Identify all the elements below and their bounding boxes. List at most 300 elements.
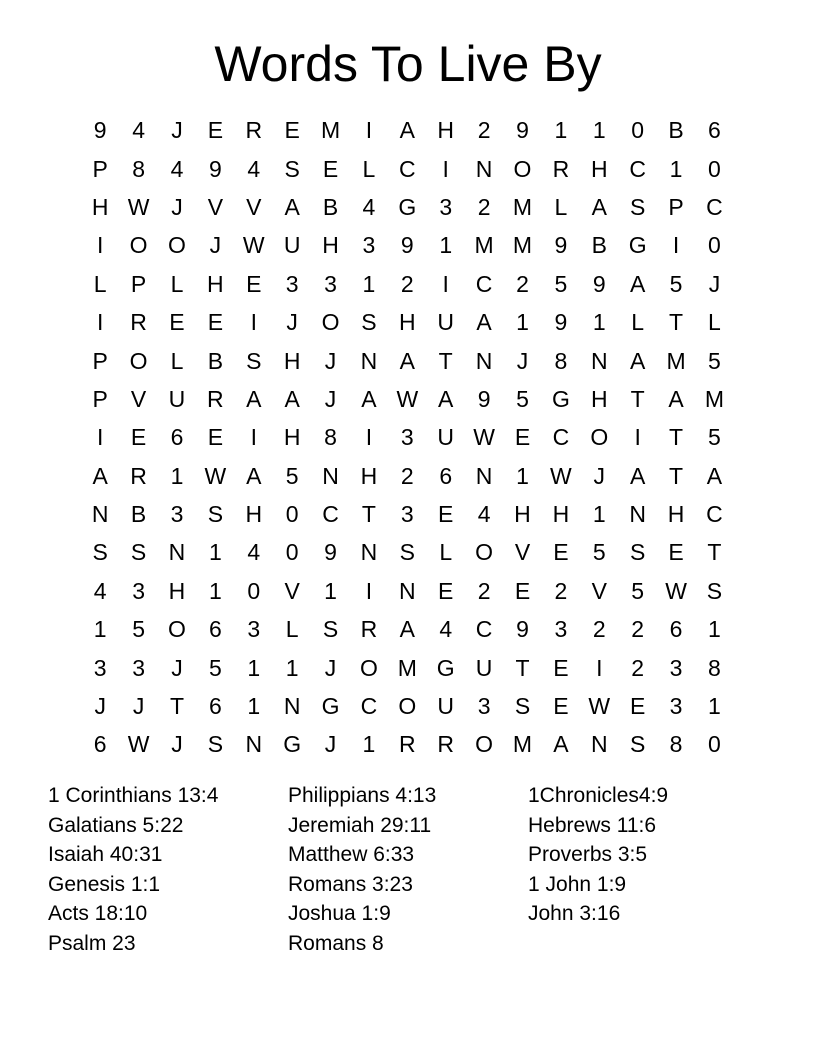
grid-letter: 9 — [208, 155, 222, 182]
grid-letter: J — [708, 270, 721, 297]
grid-letter: G — [551, 385, 570, 412]
grid-letter: 1 — [439, 232, 453, 259]
grid-row — [81, 725, 734, 763]
grid-letter: 2 — [516, 270, 529, 297]
grid-letter: M — [512, 193, 533, 220]
grid-letter: E — [514, 577, 531, 604]
grid-letter: R — [130, 462, 147, 489]
grid-letter: O — [513, 155, 532, 182]
grid-letter: 5 — [208, 654, 222, 681]
grid-letter: W — [588, 693, 611, 720]
grid-letter: M — [512, 731, 533, 758]
grid-letter: J — [286, 309, 298, 336]
grid-letter: H — [552, 501, 570, 528]
grid-letter: 1 — [669, 155, 683, 182]
grid-letter: I — [596, 654, 603, 681]
grid-letter: H — [207, 270, 224, 297]
grid-letter: S — [130, 539, 147, 566]
grid-letter: J — [324, 731, 337, 758]
grid-letter: 0 — [285, 501, 299, 528]
grid-letter: 2 — [554, 577, 568, 604]
grid-row — [81, 687, 734, 725]
grid-letter: P — [92, 347, 108, 374]
grid-letter: 2 — [631, 616, 645, 643]
word-list-item: Isaiah 40:31 — [48, 843, 163, 867]
grid-letter: 8 — [708, 654, 721, 681]
grid-letter: I — [97, 424, 104, 451]
grid-letter: P — [668, 193, 684, 220]
grid-letter: H — [245, 501, 263, 528]
grid-letter: 2 — [477, 193, 491, 220]
grid-letter: E — [322, 155, 339, 182]
grid-row — [81, 572, 734, 610]
grid-letter: O — [359, 654, 378, 681]
grid-letter: 1 — [592, 501, 606, 528]
grid-letter: A — [361, 385, 377, 412]
grid-letter: 3 — [324, 270, 337, 297]
grid-letter: 3 — [93, 654, 107, 681]
grid-letter: W — [204, 462, 227, 489]
grid-letter: H — [437, 117, 455, 144]
grid-letter: L — [554, 193, 568, 220]
grid-letter: N — [590, 731, 608, 758]
grid-letter: I — [97, 309, 104, 336]
grid-letter: A — [246, 385, 262, 412]
grid-letter: 3 — [439, 193, 453, 220]
grid-letter: J — [171, 654, 183, 681]
grid-letter: 6 — [669, 616, 683, 643]
grid-letter: S — [207, 731, 224, 758]
grid-letter: A — [399, 347, 415, 374]
grid-letter: S — [514, 693, 531, 720]
grid-letter: H — [590, 155, 608, 182]
grid-letter: N — [475, 347, 493, 374]
grid-letter: A — [706, 462, 723, 489]
grid-letter: G — [321, 693, 340, 720]
grid-letter: P — [92, 385, 108, 412]
grid-letter: J — [324, 347, 337, 374]
grid-letter: 5 — [132, 616, 145, 643]
grid-letter: E — [207, 424, 224, 451]
grid-letter: 4 — [170, 155, 184, 182]
grid-letter: E — [438, 577, 454, 604]
grid-letter: L — [93, 270, 107, 297]
word-list-item: Acts 18:10 — [48, 902, 148, 926]
grid-row — [81, 149, 734, 187]
grid-letter: 0 — [708, 731, 721, 758]
word-list-item: Psalm 23 — [48, 931, 136, 955]
word-list-item: Matthew 6:33 — [288, 843, 415, 867]
grid-letter: R — [399, 731, 416, 758]
grid-letter: G — [398, 193, 417, 220]
grid-letter: J — [171, 731, 183, 758]
grid-letter: V — [284, 577, 300, 604]
grid-letter: 0 — [247, 577, 261, 604]
grid-letter: A — [553, 731, 569, 758]
grid-letter: E — [207, 117, 224, 144]
grid-letter: W — [665, 577, 687, 604]
grid-letter: L — [631, 309, 645, 336]
grid-letter: I — [442, 155, 449, 182]
grid-letter: H — [667, 501, 685, 528]
grid-letter: L — [708, 309, 721, 336]
word-list-item: Hebrews 11:6 — [528, 813, 657, 837]
grid-letter: 1 — [554, 117, 568, 144]
grid-letter: 1 — [708, 616, 721, 643]
grid-row — [81, 188, 734, 226]
grid-letter: 6 — [170, 424, 184, 451]
grid-letter: 1 — [208, 577, 222, 604]
grid-letter: 1 — [516, 462, 529, 489]
grid-letter: 6 — [439, 462, 453, 489]
grid-letter: S — [322, 616, 339, 643]
grid-letter: B — [322, 193, 339, 220]
grid-letter: W — [127, 193, 150, 220]
grid-letter: 3 — [247, 616, 261, 643]
word-list-item: Romans 8 — [288, 931, 384, 955]
grid-letter: H — [360, 462, 378, 489]
grid-letter: B — [591, 232, 607, 259]
grid-letter: H — [514, 501, 531, 528]
grid-letter: 3 — [669, 654, 683, 681]
grid-letter: 6 — [208, 616, 222, 643]
grid-letter: N — [360, 539, 378, 566]
grid-letter: H — [322, 232, 339, 259]
word-list-item: Jeremiah 29:11 — [288, 813, 432, 837]
grid-letter: 9 — [516, 117, 529, 144]
grid-letter: 2 — [477, 117, 491, 144]
grid-letter: V — [591, 577, 607, 604]
grid-letter: T — [630, 385, 645, 412]
grid-row — [81, 111, 734, 149]
grid-letter: J — [171, 117, 183, 144]
grid-letter: 4 — [362, 193, 376, 220]
grid-letter: S — [629, 193, 646, 220]
grid-letter: R — [360, 616, 378, 643]
grid-letter: C — [629, 155, 646, 182]
grid-letter: T — [669, 462, 684, 489]
grid-letter: N — [475, 155, 493, 182]
grid-letter: 1 — [362, 270, 376, 297]
grid-letter: R — [207, 385, 224, 412]
grid-letter: A — [476, 309, 492, 336]
grid-letter: M — [474, 232, 494, 259]
grid-letter: U — [283, 232, 301, 259]
grid-letter: N — [399, 577, 416, 604]
grid-row — [81, 226, 734, 264]
grid-letter: H — [399, 309, 416, 336]
word-list-item: 1Chronicles4:9 — [528, 784, 669, 807]
grid-letter: 9 — [93, 117, 107, 144]
grid-letter: 1 — [170, 462, 184, 489]
grid-letter: 3 — [669, 693, 683, 720]
grid-letter: 2 — [631, 654, 645, 681]
grid-letter: O — [129, 347, 148, 374]
grid-letter: A — [246, 462, 262, 489]
grid-letter: A — [438, 385, 454, 412]
grid-letter: O — [475, 539, 494, 566]
grid-letter: A — [629, 270, 646, 297]
grid-letter: T — [669, 424, 684, 451]
grid-letter: A — [284, 385, 300, 412]
grid-letter: 3 — [400, 501, 414, 528]
grid-letter: 6 — [93, 731, 107, 758]
grid-letter: 5 — [516, 385, 529, 412]
grid-letter: 9 — [400, 232, 414, 259]
grid-letter: 5 — [669, 270, 683, 297]
grid-letter: I — [365, 117, 373, 144]
grid-letter: 5 — [592, 539, 606, 566]
grid-letter: C — [399, 155, 416, 182]
grid-letter: J — [171, 193, 183, 220]
grid-letter: 3 — [132, 577, 145, 604]
grid-letter: E — [629, 693, 646, 720]
grid-letter: I — [365, 424, 373, 451]
grid-letter: U — [437, 424, 455, 451]
grid-letter: O — [321, 309, 340, 336]
grid-letter: 1 — [324, 577, 337, 604]
grid-letter: E — [130, 424, 147, 451]
grid-letter: 4 — [132, 117, 145, 144]
grid-letter: 5 — [554, 270, 568, 297]
grid-letter: 6 — [708, 117, 721, 144]
grid-letter: M — [666, 347, 686, 374]
grid-letter: V — [246, 193, 262, 220]
grid-letter: 4 — [477, 501, 491, 528]
grid-letter: I — [442, 270, 449, 297]
grid-letter: S — [629, 539, 646, 566]
grid-letter: J — [132, 693, 145, 720]
word-list-item: Romans 3:23 — [288, 872, 413, 896]
grid-letter: 6 — [208, 693, 222, 720]
grid-letter: R — [130, 309, 147, 336]
grid-letter: 4 — [93, 577, 107, 604]
grid-letter: B — [130, 501, 147, 528]
grid-letter: N — [91, 501, 109, 528]
grid-letter: M — [704, 385, 725, 412]
word-list-item: John 3:16 — [528, 902, 621, 926]
grid-letter: E — [169, 309, 185, 336]
grid-letter: N — [475, 462, 493, 489]
grid-letter: O — [168, 232, 186, 259]
grid-letter: L — [170, 347, 184, 374]
grid-letter: 3 — [285, 270, 299, 297]
grid-letter: 9 — [554, 309, 568, 336]
grid-letter: O — [129, 232, 148, 259]
grid-letter: 8 — [669, 731, 683, 758]
grid-letter: S — [284, 155, 300, 182]
grid-letter: O — [590, 424, 609, 451]
grid-letter: 9 — [516, 616, 529, 643]
grid-letter: I — [97, 232, 104, 259]
grid-letter: I — [634, 424, 641, 451]
grid-letter: S — [629, 731, 646, 758]
page-title: Words To Live By — [214, 36, 602, 92]
grid-letter: 1 — [592, 117, 606, 144]
grid-letter: 1 — [93, 616, 107, 643]
grid-letter: M — [397, 654, 417, 681]
grid-letter: 3 — [362, 232, 376, 259]
grid-letter: 3 — [170, 501, 184, 528]
grid-letter: 3 — [477, 693, 491, 720]
grid-letter: V — [207, 193, 224, 220]
grid-letter: A — [629, 347, 646, 374]
grid-letter: 5 — [708, 347, 721, 374]
grid-letter: T — [707, 539, 722, 566]
grid-letter: U — [437, 309, 455, 336]
grid-row — [81, 610, 734, 648]
grid-letter: B — [207, 347, 224, 374]
grid-letter: S — [207, 501, 224, 528]
grid-row — [81, 265, 734, 303]
grid-letter: U — [475, 654, 493, 681]
grid-letter: 5 — [285, 462, 299, 489]
grid-letter: 1 — [208, 539, 222, 566]
grid-row — [81, 495, 734, 533]
grid-letter: J — [593, 462, 606, 489]
grid-letter: O — [398, 693, 417, 720]
grid-letter: N — [629, 501, 646, 528]
grid-letter: N — [360, 347, 378, 374]
word-list-item: 1 John 1:9 — [528, 872, 627, 896]
grid-letter: E — [246, 270, 262, 297]
grid-letter: 9 — [592, 270, 606, 297]
grid-letter: E — [207, 309, 224, 336]
grid-row — [81, 648, 734, 686]
grid-letter: S — [399, 539, 415, 566]
grid-letter: 8 — [132, 155, 145, 182]
grid-letter: W — [242, 232, 265, 259]
grid-letter: S — [92, 539, 108, 566]
grid-letter: 5 — [708, 424, 721, 451]
grid-letter: C — [322, 501, 339, 528]
grid-letter: 4 — [247, 539, 261, 566]
grid-letter: S — [706, 577, 723, 604]
grid-letter: 0 — [708, 155, 721, 182]
grid-letter: H — [168, 577, 186, 604]
grid-row — [81, 533, 734, 571]
grid-letter: 4 — [439, 616, 453, 643]
grid-letter: I — [250, 309, 257, 336]
grid-letter: H — [590, 385, 608, 412]
grid-letter: E — [514, 424, 531, 451]
word-list-column-3 — [528, 781, 758, 929]
grid-row — [81, 457, 734, 495]
grid-letter: T — [669, 309, 684, 336]
grid-letter: 2 — [477, 577, 491, 604]
grid-letter: J — [94, 693, 106, 720]
grid-letter: 8 — [324, 424, 337, 451]
grid-letter: 2 — [400, 462, 414, 489]
grid-letter: N — [590, 347, 608, 374]
grid-letter: S — [361, 309, 377, 336]
grid-letter: 9 — [477, 385, 491, 412]
grid-letter: 2 — [400, 270, 414, 297]
grid-letter: 3 — [132, 654, 145, 681]
grid-row — [81, 341, 734, 379]
grid-letter: P — [92, 155, 108, 182]
grid-letter: 1 — [285, 654, 299, 681]
word-list-item: Joshua 1:9 — [288, 902, 391, 926]
word-list-item: Philippians 4:13 — [288, 784, 437, 807]
grid-letter: T — [169, 693, 184, 720]
grid-letter: H — [283, 347, 301, 374]
grid-row — [81, 303, 734, 341]
grid-letter: I — [250, 424, 257, 451]
grid-letter: V — [514, 539, 531, 566]
grid-letter: M — [320, 117, 341, 144]
grid-letter: I — [365, 577, 373, 604]
grid-letter: G — [436, 654, 455, 681]
grid-letter: N — [168, 539, 186, 566]
grid-letter: E — [553, 654, 569, 681]
grid-letter: 0 — [631, 117, 645, 144]
grid-letter: U — [168, 385, 186, 412]
grid-letter: W — [396, 385, 419, 412]
grid-letter: J — [324, 654, 337, 681]
grid-letter: A — [92, 462, 108, 489]
grid-letter: C — [706, 501, 723, 528]
grid-letter: R — [437, 731, 455, 758]
grid-letter: O — [475, 731, 494, 758]
grid-letter: E — [284, 117, 300, 144]
grid-letter: J — [516, 347, 529, 374]
grid-letter: W — [473, 424, 495, 451]
grid-letter: B — [668, 117, 684, 144]
grid-letter: L — [362, 155, 376, 182]
grid-letter: A — [399, 117, 415, 144]
grid-letter: A — [591, 193, 607, 220]
grid-letter: 1 — [362, 731, 376, 758]
grid-letter: 1 — [592, 309, 606, 336]
grid-letter: C — [475, 270, 493, 297]
word-list-item: 1 Corinthians 13:4 — [48, 784, 219, 807]
grid-letter: 1 — [708, 693, 721, 720]
grid-letter: L — [439, 539, 453, 566]
word-list-item: Proverbs 3:5 — [528, 843, 648, 867]
word-list-item: Galatians 5:22 — [48, 813, 184, 837]
grid-letter: U — [437, 693, 455, 720]
grid-letter: 9 — [554, 232, 568, 259]
grid-letter: 3 — [400, 424, 414, 451]
grid-letter: C — [475, 616, 493, 643]
grid-letter: 1 — [247, 654, 261, 681]
grid-letter: O — [168, 616, 186, 643]
grid-letter: 8 — [554, 347, 568, 374]
grid-letter: A — [629, 462, 646, 489]
grid-letter: 2 — [592, 616, 606, 643]
grid-letter: S — [246, 347, 262, 374]
word-search-grid — [81, 111, 734, 764]
grid-letter: W — [550, 462, 572, 489]
grid-letter: L — [285, 616, 299, 643]
grid-letter: M — [512, 232, 533, 259]
grid-letter: A — [399, 616, 415, 643]
word-list-column-2 — [288, 781, 518, 959]
grid-letter: E — [553, 693, 569, 720]
word-list-column-1 — [48, 781, 278, 959]
grid-letter: T — [361, 501, 376, 528]
grid-letter: N — [245, 731, 263, 758]
grid-letter: J — [209, 232, 222, 259]
grid-letter: G — [628, 232, 647, 259]
grid-letter: C — [706, 193, 723, 220]
grid-letter: P — [130, 270, 147, 297]
grid-letter: A — [668, 385, 684, 412]
grid-letter: C — [360, 693, 378, 720]
grid-letter: H — [283, 424, 301, 451]
grid-letter: N — [322, 462, 339, 489]
